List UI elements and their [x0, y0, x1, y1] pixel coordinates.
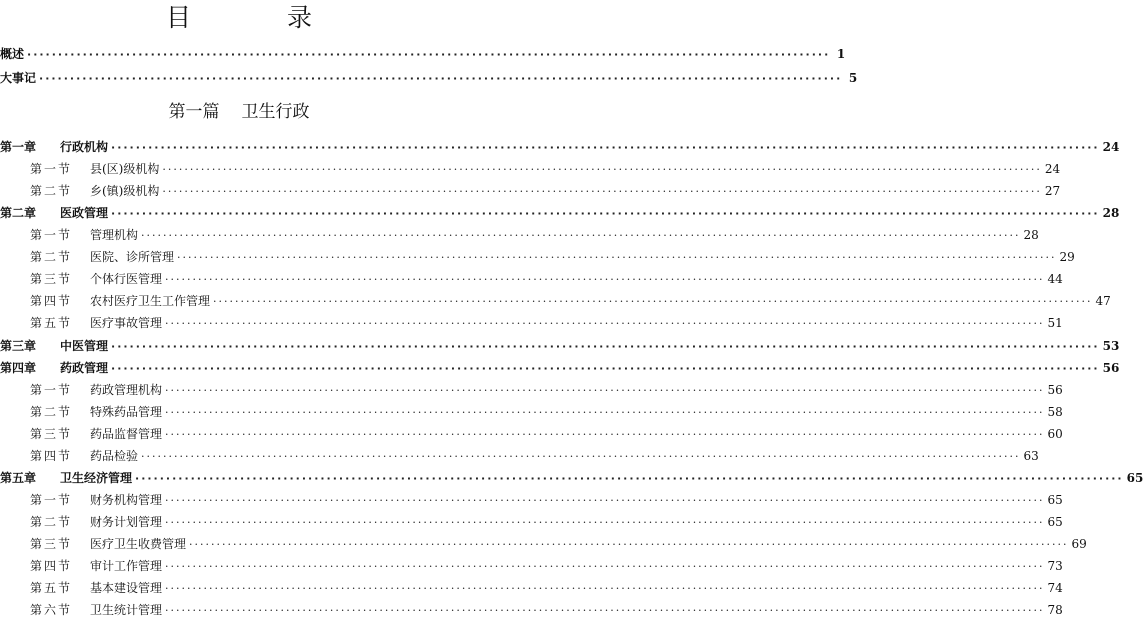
entry-label [30, 513, 162, 531]
entry-page-number: 63 [1023, 448, 1039, 463]
toc-section-entry[interactable] [0, 601, 1063, 619]
entry-title: 财务计划管理 [90, 514, 163, 529]
entry-page-number: 65 [1126, 470, 1143, 485]
entry-label [30, 601, 162, 619]
entry-page-number: 58 [1047, 404, 1063, 419]
entry-label [30, 292, 210, 310]
toc-section-entry[interactable] [0, 182, 1061, 200]
entry-page-number: 60 [1047, 426, 1063, 441]
entry-label [30, 491, 162, 509]
entry-number: 第二节 [30, 184, 73, 199]
toc-section-entry[interactable] [0, 292, 1111, 310]
toc-chapter-entry[interactable] [0, 138, 1120, 156]
entry-page-number: 24 [1102, 140, 1120, 154]
entry-number: 第四节 [30, 559, 73, 573]
entry-page-number: 28 [1102, 206, 1120, 221]
entry-number: 第二节 [30, 404, 73, 419]
entry-page-number: 74 [1047, 581, 1063, 595]
entry-page-number: 51 [1047, 316, 1063, 331]
entry-title: 管理机构 [90, 228, 139, 243]
entry-title: 医院、诊所管理 [90, 250, 175, 265]
entry-number: 第一节 [30, 228, 73, 243]
entry-label [30, 579, 162, 597]
entry-label [30, 557, 162, 575]
entry-number: 第三章 [0, 338, 37, 353]
dot-leader: ································································································································································ [135, 471, 1124, 485]
dot-leader: ································································································································································ [162, 163, 1042, 177]
entry-number: 第二节 [30, 250, 73, 265]
entry-label [30, 248, 174, 266]
part-number: 第一篇 [168, 102, 220, 122]
entry-number: 第五节 [30, 581, 73, 595]
entry-page-number: 47 [1095, 294, 1111, 309]
entry-title: 医疗卫生收费管理 [90, 536, 187, 551]
entry-page-number: 29 [1059, 250, 1075, 265]
dot-leader: ································································································································································ [177, 251, 1057, 265]
toc-section-entry[interactable] [0, 403, 1063, 421]
dot-leader: ································································································································································ [189, 537, 1069, 551]
entry-page-number: 65 [1047, 514, 1063, 529]
entry-page-number: 73 [1047, 559, 1063, 573]
entry-title: 卫生统计管理 [90, 603, 163, 617]
entry-page-number: 56 [1047, 382, 1063, 397]
entry-number: 第四章 [0, 360, 37, 375]
toc-section-entry[interactable] [0, 160, 1061, 178]
dot-leader: ································································································································································ [165, 383, 1045, 397]
toc-chapter-entry[interactable] [0, 204, 1120, 222]
entry-number: 第五章 [0, 470, 37, 485]
toc-section-entry[interactable] [0, 248, 1075, 266]
toc-section-entry[interactable] [0, 491, 1063, 509]
entry-number: 第一节 [30, 382, 73, 397]
dot-leader: ································································································································································ [141, 229, 1021, 243]
entry-number: 第二节 [30, 514, 73, 529]
entry-number: 第四节 [30, 448, 73, 463]
entry-number: 第一章 [0, 140, 37, 154]
entry-label [30, 226, 138, 244]
entry-title: 卫生经济管理 [60, 470, 133, 485]
toc-section-entry[interactable] [0, 579, 1063, 597]
entry-title: 药政管理 [60, 360, 109, 375]
dot-leader: ·································································································································· [27, 48, 831, 61]
part-heading [0, 100, 478, 124]
entry-page-number: 69 [1071, 536, 1087, 551]
entry-title: 乡(镇)级机构 [90, 184, 160, 199]
entry-page-number: 56 [1102, 360, 1120, 375]
entry-number: 第一节 [30, 162, 73, 177]
entry-number: 第五节 [30, 316, 73, 331]
dot-leader: ································································································································································ [111, 339, 1100, 353]
dot-leader: ································································································································································ [165, 493, 1045, 507]
toc-section-entry[interactable] [0, 535, 1087, 553]
entry-title: 特殊药品管理 [90, 404, 163, 419]
entry-number: 第六节 [30, 603, 73, 617]
entry-label [30, 314, 162, 332]
toc-chapter-entry[interactable] [0, 337, 1120, 355]
page-title: 目 录 [166, 3, 356, 32]
entry-page-number: 44 [1047, 272, 1063, 287]
entry-title: 财务机构管理 [90, 492, 163, 507]
toc-section-entry[interactable] [0, 270, 1063, 288]
entry-title: 药品检验 [90, 448, 139, 463]
entry-page-number: 65 [1047, 492, 1063, 507]
entry-label [30, 381, 162, 399]
dot-leader: ································································································································································ [165, 515, 1045, 529]
entry-title: 行政机构 [60, 140, 109, 154]
entry-number: 第三节 [30, 272, 73, 287]
toc-chapter-entry[interactable] [0, 359, 1120, 377]
dot-leader: ································································································································································ [165, 604, 1045, 617]
entry-page-number: 5 [848, 71, 858, 85]
entry-label: 概述 [0, 47, 25, 61]
entry-title: 医政管理 [60, 206, 109, 221]
entry-label [0, 138, 108, 156]
toc-section-entry[interactable] [0, 513, 1063, 531]
entry-label [30, 403, 162, 421]
entry-title: 审计工作管理 [90, 559, 163, 573]
entry-number: 第二章 [0, 206, 37, 221]
dot-leader: ································································································································································ [111, 361, 1100, 375]
dot-leader: ································································································································································ [162, 185, 1042, 199]
toc-section-entry[interactable] [0, 425, 1063, 443]
dot-leader: ································································································································································ [111, 141, 1100, 154]
entry-title: 县(区)级机构 [90, 162, 160, 177]
dot-leader: ································································································································································ [111, 207, 1100, 221]
entry-page-number: 78 [1047, 603, 1063, 617]
entry-page-number: 1 [836, 47, 846, 61]
entry-page-number: 53 [1102, 338, 1120, 353]
part-name: 卫生行政 [241, 102, 310, 122]
entry-label [30, 182, 159, 200]
dot-leader: ································································································································································ [165, 582, 1045, 595]
dot-leader: ································································································································································ [213, 295, 1093, 309]
entry-label: 大事记 [0, 71, 37, 85]
toc-entry-overview[interactable] [0, 45, 846, 63]
entry-label [30, 447, 138, 465]
entry-label [0, 337, 108, 355]
entry-title: 个体行医管理 [90, 272, 163, 287]
entry-number: 第一节 [30, 492, 73, 507]
entry-page-number: 27 [1044, 184, 1061, 199]
entry-title: 药政管理机构 [90, 382, 163, 397]
entry-title: 药品监督管理 [90, 426, 163, 441]
entry-number: 第三节 [30, 426, 73, 441]
toc-section-entry[interactable] [0, 447, 1039, 465]
dot-leader: ·································································································································· [39, 72, 843, 85]
toc-section-entry[interactable] [0, 226, 1039, 244]
entry-page-number: 24 [1044, 162, 1061, 177]
toc-entry-chronicle[interactable] [0, 69, 858, 87]
entry-label [30, 425, 162, 443]
dot-leader: ································································································································································ [165, 405, 1045, 419]
entry-title: 医疗事故管理 [90, 316, 163, 331]
toc-section-entry[interactable] [0, 557, 1063, 575]
dot-leader: ································································································································································ [141, 449, 1021, 463]
toc-chapter-entry[interactable] [0, 469, 1143, 487]
entry-title: 基本建设管理 [90, 581, 163, 595]
toc-section-entry[interactable] [0, 314, 1063, 332]
entry-title: 中医管理 [60, 338, 109, 353]
entry-label [30, 270, 162, 288]
entry-title: 农村医疗卫生工作管理 [90, 294, 211, 309]
entry-number: 第四节 [30, 294, 73, 309]
dot-leader: ································································································································································ [165, 427, 1045, 441]
entry-label [0, 204, 108, 222]
toc-section-entry[interactable] [0, 381, 1063, 399]
entry-label [0, 469, 132, 487]
dot-leader: ································································································································································ [165, 317, 1045, 331]
dot-leader: ································································································································································ [165, 273, 1045, 287]
entry-label [30, 535, 186, 553]
entry-label [0, 359, 108, 377]
dot-leader: ································································································································································ [165, 560, 1045, 573]
entry-number: 第三节 [30, 536, 73, 551]
entry-label [30, 160, 159, 178]
entry-page-number: 28 [1023, 228, 1039, 243]
